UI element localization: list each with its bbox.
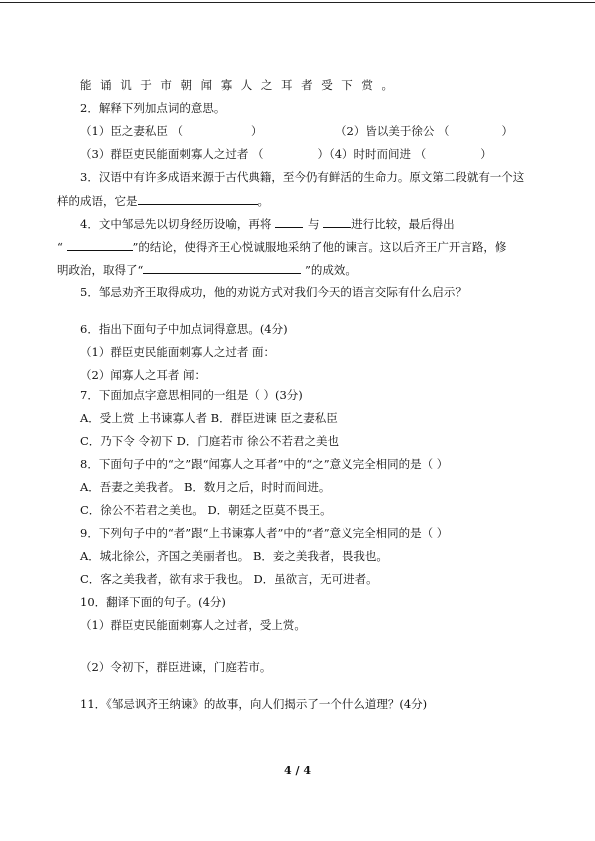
question-3-line-2: 样的成语，它是 。	[57, 194, 269, 208]
answer-blank[interactable]	[275, 216, 303, 228]
q9-options-ab: A．城北徐公，齐国之美丽者也。 B．妾之美我者，畏我也。	[80, 549, 388, 563]
question-10: 10．翻译下面的句子。(4分)	[80, 595, 226, 609]
question-4-line-1: 4．文中邹忌先以切身经历设喻，再将 与 进行比较，最后得出	[80, 217, 455, 231]
q2-item-1: （1）臣之妻私臣 （ ）	[80, 124, 263, 138]
q6-item-1: （1）群臣吏民能面刺寡人之过者 面：	[80, 345, 275, 359]
question-8: 8．下面句子中的“之”跟“闻寡人之耳者”中的“之”意义完全相同的是（ ）	[80, 457, 449, 471]
answer-blank[interactable]	[323, 216, 351, 228]
answer-blank[interactable]	[138, 193, 258, 205]
question-4-line-3: 明政治，取得了“ ”的成效。	[57, 263, 357, 277]
question-5: 5．邹忌劝齐王取得成功，他的劝说方式对我们今天的语言交际有什么启示？	[80, 285, 467, 299]
question-2: 2．解释下列加点词的意思。	[80, 101, 226, 115]
passage-continuation: 能诵讥于市朝闻寡人之耳者受下赏。	[80, 78, 402, 92]
q2-item-2: （2）皆以美于徐公 （ ）	[335, 124, 513, 138]
answer-blank[interactable]	[143, 262, 301, 274]
question-3-line-1: 3．汉语中有许多成语来源于古代典籍，至今仍有鲜活的生命力。原文第二段就有一个这	[80, 170, 525, 184]
q6-item-2: （2）闻寡人之耳者 闻：	[80, 368, 206, 382]
q8-options-ab: A．吾妻之美我者。 B．数月之后，时时而间进。	[80, 480, 331, 494]
question-7: 7．下面加点字意思相同的一组是（ ）(3分)	[80, 388, 303, 402]
q9-options-cd: C．客之美我者，欲有求于我也。 D．虽欲言，无可进者。	[80, 572, 378, 586]
q7-options-ab: A．受上赏 上书谏寡人者 B．群臣进谏 臣之妻私臣	[80, 411, 338, 425]
q8-options-cd: C．徐公不若君之美也。 D．朝廷之臣莫不畏王。	[80, 503, 332, 517]
header-rule	[0, 2, 595, 3]
q10-item-1: （1）群臣吏民能面刺寡人之过者，受上赏。	[80, 618, 306, 632]
question-6: 6．指出下面句子中加点词得意思。(4分)	[80, 322, 288, 336]
answer-blank[interactable]	[67, 239, 133, 251]
question-4-line-2: “ ”的结论，使得齐王心悦诚服地采纳了他的谏言。这以后齐王广开言路，修	[57, 240, 507, 254]
q7-options-cd: C．乃下令 令初下 D．门庭若市 徐公不若君之美也	[80, 434, 339, 448]
q2-items-3-4: （3）群臣吏民能面刺寡人之过者 （ ）（4）时时而间进 （ ）	[80, 147, 492, 161]
question-9: 9．下列句子中的“者”跟“上书谏寡人者”中的“者”意义完全相同的是（ ）	[80, 526, 449, 540]
question-11: 11．《邹忌讽齐王纳谏》的故事，向人们揭示了一个什么道理？(4分)	[80, 697, 428, 711]
page-number: 4 / 4	[284, 764, 311, 777]
q10-item-2: （2）令初下，群臣进谏，门庭若市。	[80, 660, 272, 674]
